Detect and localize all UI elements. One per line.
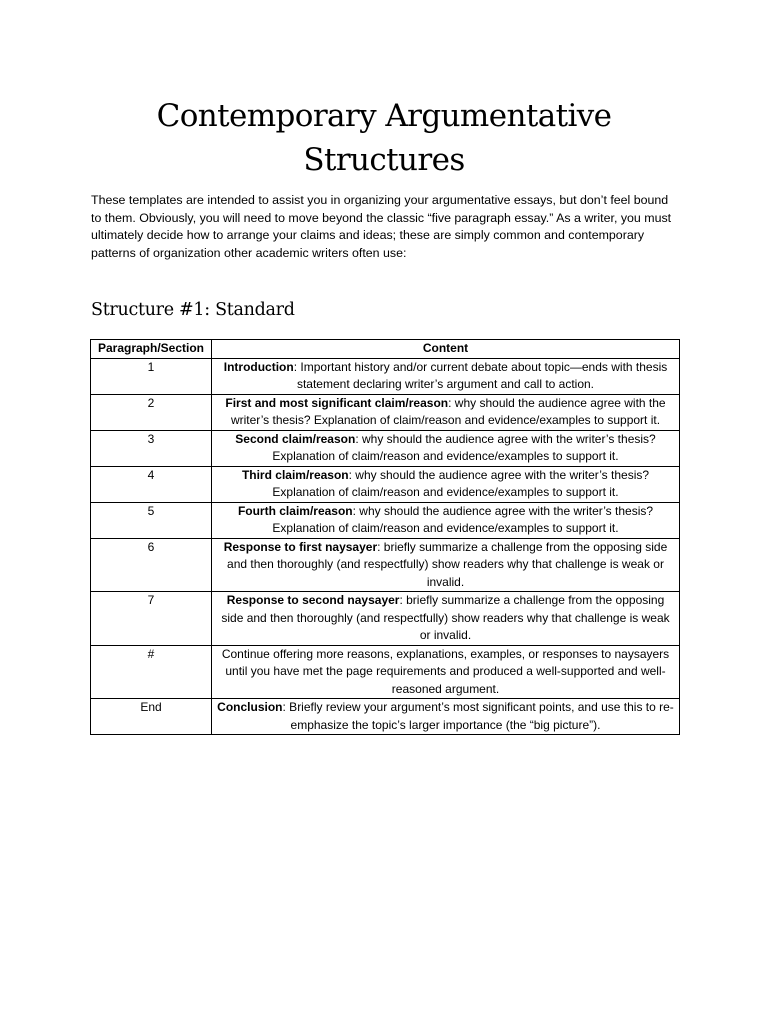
- header-paragraph-section: Paragraph/Section: [91, 340, 212, 359]
- row-text: : Important history and/or current debate about topic—ends with thesis statement declaring writer’s argument and call to action.: [293, 359, 668, 391]
- table-row: [91, 466, 680, 502]
- row-section: 4: [91, 466, 212, 502]
- row-section: 6: [91, 538, 212, 592]
- row-content: [212, 430, 680, 466]
- row-content: [212, 466, 680, 502]
- table-row: [91, 430, 680, 466]
- row-term: Response to first naysayer: [223, 539, 378, 554]
- table-row: [91, 592, 680, 646]
- header-content: Content: [212, 340, 680, 359]
- row-content: [212, 699, 680, 735]
- table-header-row: [91, 340, 680, 359]
- row-content: [212, 358, 680, 394]
- row-text: Continue offering more reasons, explanations, examples, or responses to naysayers until you have met the page requirements and produced a well-supported and well-reasoned argument.: [221, 646, 670, 696]
- row-text: : why should the audience agree with the writer’s thesis? Explanation of claim/reason and evidence/examples to support it.: [230, 395, 666, 427]
- row-term: Response to second naysayer: [226, 593, 400, 607]
- row-text: : briefly summarize a challenge from the opposing side and then thoroughly (and respectfully) show readers why that challenge is weak or invalid.: [221, 593, 670, 642]
- row-content: [212, 645, 680, 699]
- row-text: : why should the audience agree with the writer’s thesis? Explanation of claim/reason and evidence/examples to support it.: [272, 431, 656, 463]
- row-section: 1: [91, 358, 212, 394]
- row-section: End: [91, 699, 212, 735]
- row-term: Second claim/reason: [235, 431, 356, 446]
- row-section: 5: [91, 502, 212, 538]
- row-term: Conclusion: [217, 700, 283, 714]
- row-section: 7: [91, 592, 212, 646]
- table-row: [91, 699, 680, 735]
- table-row: [91, 358, 680, 394]
- row-term: Introduction: [223, 359, 294, 374]
- row-text: : Briefly review your argument’s most significant points, and use this to re-emphasize the topic’s larger importance (the “big picture”).: [282, 700, 674, 732]
- title-line-1: Contemporary Argumentative: [156, 98, 612, 134]
- intro-paragraph: These templates are intended to assist you in organizing your argumentative essays, but don’t feel bound to them. Obviously, you will need to move beyond the classic “five paragraph essay.” As a writer, you must ultimately decide how to arrange your claims and ideas; these are simply common and contemporary patterns of organization other academic writers often use:: [91, 193, 672, 260]
- table-row: [91, 502, 680, 538]
- row-section: 2: [91, 394, 212, 430]
- table-row: [91, 645, 680, 699]
- table-row: [91, 538, 680, 592]
- row-content: [212, 502, 680, 538]
- row-text: : why should the audience agree with the writer’s thesis? Explanation of claim/reason and evidence/examples to support it.: [272, 503, 654, 535]
- structure-table: [90, 339, 680, 735]
- row-term: Third claim/reason: [241, 467, 349, 482]
- section-heading: Structure #1: Standard: [91, 300, 295, 320]
- row-text: : briefly summarize a challenge from the opposing side and then thoroughly (and respectfully) show readers why that challenge is weak or invalid.: [227, 539, 668, 589]
- row-term: Fourth claim/reason: [237, 503, 353, 518]
- row-term: First and most significant claim/reason: [225, 395, 449, 410]
- row-content: [212, 394, 680, 430]
- title-line-2: Structures: [303, 142, 465, 178]
- row-text: : why should the audience agree with the writer’s thesis? Explanation of claim/reason and evidence/examples to support it.: [272, 467, 650, 499]
- row-section: #: [91, 645, 212, 699]
- table-row: [91, 394, 680, 430]
- page-title: [0, 94, 768, 182]
- row-section: 3: [91, 430, 212, 466]
- row-content: [212, 592, 680, 646]
- row-content: [212, 538, 680, 592]
